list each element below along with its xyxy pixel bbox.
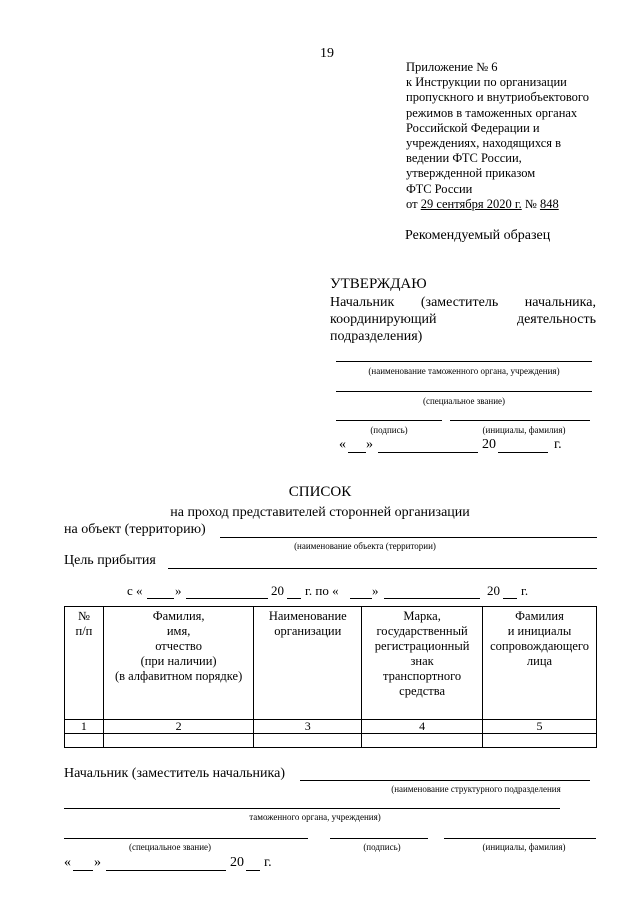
- unit-name-line: [300, 780, 590, 781]
- footer-initials-line: [444, 838, 596, 839]
- footer-initials-caption: (инициалы, фамилия): [482, 842, 566, 852]
- appendix-line: Российской Федерации и: [406, 120, 540, 135]
- approver-position: [330, 294, 596, 345]
- appendix-line: ведении ФТС России,: [406, 151, 522, 166]
- approve-title: УТВЕРЖДАЮ: [330, 276, 427, 292]
- appendix-block: [406, 60, 606, 212]
- header-organization: Наименование организации: [254, 607, 362, 720]
- appendix-line: Приложение № 6: [406, 60, 498, 74]
- period-to: г. по «: [305, 583, 339, 598]
- approve-month-line: [378, 452, 478, 453]
- approver-word: Начальник: [330, 295, 395, 310]
- period-suffix: г.: [521, 583, 529, 598]
- approve-year-line: [498, 452, 548, 453]
- rank-caption: (специальное звание): [422, 396, 506, 406]
- visitors-table: [64, 606, 597, 748]
- approve-year: 20: [482, 437, 496, 452]
- approve-year-suffix: г.: [554, 437, 562, 452]
- appendix-line: режимов в таможенных органах: [406, 105, 578, 120]
- order-number: 848: [539, 196, 559, 211]
- appendix-line: пропускного и внутриобъектового: [406, 90, 589, 105]
- purpose-label: Цель прибытия: [64, 553, 156, 568]
- purpose-line: [168, 568, 597, 569]
- table-cell[interactable]: [362, 734, 483, 748]
- table-header-row: [65, 607, 597, 720]
- approver-word: деятельность: [516, 312, 596, 327]
- table-row: [65, 734, 597, 748]
- period-to-close: »: [372, 583, 379, 598]
- footer-date-close: »: [94, 855, 101, 870]
- approve-date-open: «: [339, 437, 346, 452]
- list-subtitle: на проход представителей сторонней организации: [170, 505, 470, 520]
- column-number: 2: [103, 720, 253, 734]
- table-cell[interactable]: [65, 734, 104, 748]
- approve-day-line: [348, 452, 366, 453]
- approver-word: начальника,: [524, 295, 596, 310]
- table-numbering-row: [65, 720, 597, 734]
- footer-year-suffix: г.: [264, 855, 272, 870]
- unit-name-caption: (наименование структурного подразделения: [391, 784, 561, 794]
- column-number: 5: [483, 720, 597, 734]
- org-name-line: [336, 361, 592, 362]
- column-number: 3: [254, 720, 362, 734]
- footer-date-open: «: [64, 855, 71, 870]
- period-to-year: 20: [487, 583, 500, 598]
- footer-year: 20: [230, 855, 244, 870]
- footer-month-line: [106, 870, 226, 871]
- header-number: № п/п: [65, 607, 104, 720]
- footer-rank-caption: (специальное звание): [128, 842, 212, 852]
- signature-caption: (подпись): [370, 425, 408, 435]
- period-from-month-line: [186, 598, 268, 599]
- header-escort: Фамилия и инициалы сопровождающего лица: [483, 607, 597, 720]
- period-to-day-line: [350, 598, 372, 599]
- period-to-year-line: [503, 598, 517, 599]
- list-title: СПИСОК: [288, 484, 352, 500]
- initials-line: [450, 420, 590, 421]
- period-from: с «: [127, 583, 143, 598]
- order-date-line: [406, 197, 606, 212]
- period-from-year-line: [287, 598, 301, 599]
- period-from-day-line: [147, 598, 174, 599]
- column-number: 1: [65, 720, 104, 734]
- header-full-name: Фамилия, имя, отчество (при наличии) (в алфавитном порядке): [103, 607, 253, 720]
- column-number: 4: [362, 720, 483, 734]
- object-label: на объект (территорию): [64, 522, 206, 537]
- appendix-line: утвержденной приказом: [406, 166, 536, 181]
- period-from-year: 20: [271, 583, 284, 598]
- table-cell[interactable]: [103, 734, 253, 748]
- period-to-month-line: [384, 598, 480, 599]
- org-footer-caption: таможенного органа, учреждения): [249, 812, 381, 822]
- rank-line: [336, 391, 592, 392]
- appendix-line: ФТС России: [406, 181, 473, 196]
- initials-caption: (инициалы, фамилия): [482, 425, 566, 435]
- header-vehicle: Марка, государственный регистрационный знак транспортного средства: [362, 607, 483, 720]
- order-date-prefix: от: [406, 196, 421, 211]
- approver-position-line2: [330, 311, 596, 328]
- recommended-sample: Рекомендуемый образец: [405, 228, 551, 243]
- footer-rank-line: [64, 838, 308, 839]
- chief-label: Начальник (заместитель начальника): [64, 766, 285, 781]
- appendix-line: учреждениях, находящихся в: [406, 136, 562, 151]
- footer-year-line: [246, 870, 260, 871]
- org-name-caption: (наименование таможенного органа, учреждения): [368, 366, 560, 376]
- order-number-prefix: №: [521, 196, 540, 211]
- table-cell[interactable]: [483, 734, 597, 748]
- approver-position-line1: [330, 294, 596, 311]
- org-footer-line: [64, 808, 560, 809]
- approver-position-line3: подразделения): [330, 329, 423, 344]
- page-number: 19: [320, 46, 334, 61]
- footer-day-line: [73, 870, 93, 871]
- object-caption: (наименование объекта (территории): [294, 541, 436, 551]
- appendix-line: к Инструкции по организации: [406, 75, 567, 90]
- period-from-close: »: [175, 583, 182, 598]
- approve-date-close: »: [366, 437, 373, 452]
- object-line: [220, 537, 597, 538]
- footer-signature-caption: (подпись): [363, 842, 401, 852]
- approver-word: (заместитель: [420, 295, 499, 310]
- table-cell[interactable]: [254, 734, 362, 748]
- signature-line: [336, 420, 442, 421]
- order-date: 29 сентября 2020 г.: [420, 196, 522, 211]
- approver-word: координирующий: [330, 312, 437, 327]
- footer-signature-line: [330, 838, 428, 839]
